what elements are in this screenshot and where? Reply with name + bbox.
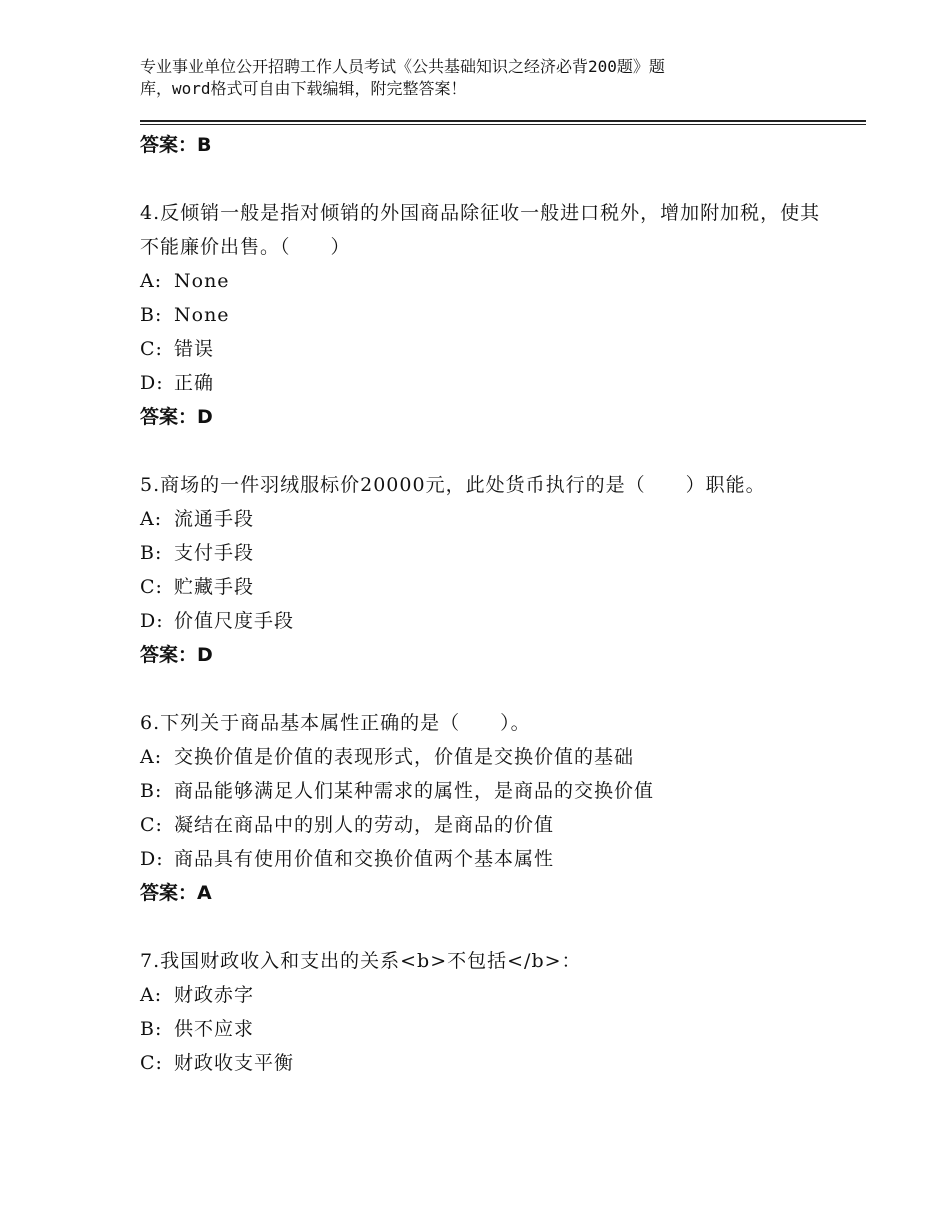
option-letter: C:	[140, 814, 163, 836]
option-text: 财政收支平衡	[174, 1052, 295, 1074]
previous-answer: 答案：B	[140, 134, 212, 156]
option-letter: A:	[140, 270, 163, 292]
option-a	[140, 740, 830, 774]
question-item-7	[140, 944, 830, 1080]
question-item-5	[140, 468, 830, 672]
document-header	[140, 56, 780, 100]
answer-label: 答案：D	[140, 644, 213, 666]
question-text: 5.商场的一件羽绒服标价20000元，此处货币执行的是（ ）职能。	[140, 474, 766, 496]
option-text: 凝结在商品中的别人的劳动，是商品的价值	[174, 814, 555, 836]
option-text: 商品具有使用价值和交换价值两个基本属性	[174, 848, 555, 870]
question-text: 4.反倾销一般是指对倾销的外国商品除征收一般进口税外，增加附加税，使其不能廉价出售。（ ）	[140, 202, 821, 258]
option-d	[140, 604, 830, 638]
option-b	[140, 298, 830, 332]
option-letter: A:	[140, 984, 163, 1006]
option-c	[140, 1046, 830, 1080]
option-letter: D:	[140, 610, 164, 632]
question-text: 7.我国财政收入和支出的关系<b>不包括</b>：	[140, 950, 582, 972]
option-b	[140, 1012, 830, 1046]
option-b	[140, 536, 830, 570]
answer-label: 答案：D	[140, 406, 213, 428]
option-letter: D:	[140, 372, 164, 394]
option-letter: B:	[140, 1018, 163, 1040]
option-text: 贮藏手段	[174, 576, 255, 598]
option-text: None	[174, 270, 230, 292]
option-letter: B:	[140, 304, 163, 326]
option-d	[140, 842, 830, 876]
option-c	[140, 570, 830, 604]
option-letter: B:	[140, 780, 163, 802]
question-text: 6.下列关于商品基本属性正确的是（ ）。	[140, 712, 531, 734]
option-letter: A:	[140, 746, 163, 768]
option-text: 供不应求	[174, 1018, 255, 1040]
question-item-4	[140, 196, 830, 434]
option-text: 流通手段	[174, 508, 255, 530]
option-c	[140, 808, 830, 842]
option-text: None	[174, 304, 230, 326]
option-d	[140, 366, 830, 400]
option-text: 商品能够满足人们某种需求的属性，是商品的交换价值	[174, 780, 655, 802]
option-c	[140, 332, 830, 366]
option-letter: B:	[140, 542, 163, 564]
option-letter: D:	[140, 848, 164, 870]
option-text: 正确	[174, 372, 215, 394]
question-list	[140, 128, 830, 1080]
option-letter: C:	[140, 576, 163, 598]
option-text: 支付手段	[174, 542, 255, 564]
option-a	[140, 502, 830, 536]
option-letter: C:	[140, 338, 163, 360]
answer-label: 答案：A	[140, 882, 212, 904]
option-letter: C:	[140, 1052, 163, 1074]
option-text: 价值尺度手段	[174, 610, 295, 632]
option-a	[140, 978, 830, 1012]
header-divider-thin	[140, 124, 866, 125]
header-line-1: 专业事业单位公开招聘工作人员考试《公共基础知识之经济必背200题》题	[140, 57, 665, 76]
option-b	[140, 774, 830, 808]
question-item-6	[140, 706, 830, 910]
option-letter: A:	[140, 508, 163, 530]
header-divider-thick	[140, 120, 866, 122]
header-line-2: 库，word格式可自由下载编辑，附完整答案！	[140, 79, 467, 98]
option-a	[140, 264, 830, 298]
option-text: 错误	[174, 338, 215, 360]
option-text: 交换价值是价值的表现形式，价值是交换价值的基础	[174, 746, 635, 768]
option-text: 财政赤字	[174, 984, 255, 1006]
